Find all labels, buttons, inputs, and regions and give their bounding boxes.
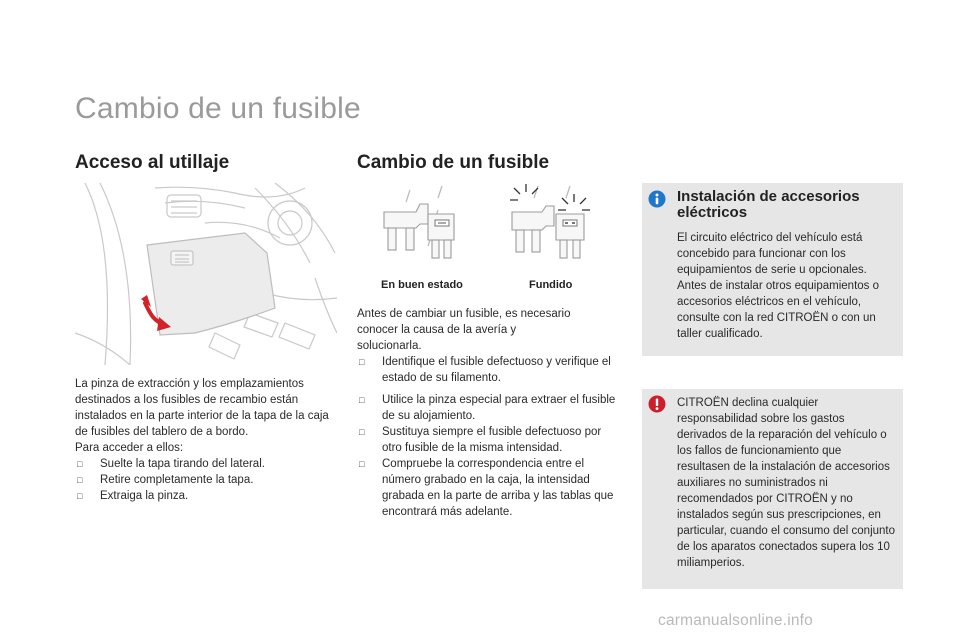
fuse-intro-line: conocer la causa de la avería y — [357, 324, 517, 336]
info-note-title: Instalación de accesorios eléctricos — [677, 188, 860, 221]
fuse-intro-line: Antes de cambiar un fusible, es necesario — [357, 308, 571, 320]
fuse-blown-illustration — [510, 184, 590, 264]
access-step: □ Suelte la tapa tirando del lateral. — [75, 456, 337, 472]
info-note-box — [642, 183, 903, 356]
access-steps — [75, 456, 337, 504]
warning-note-box — [642, 389, 903, 589]
fuse-blown-label: Fundido — [529, 279, 573, 291]
fuse-change-heading: Cambio de un fusible — [357, 152, 550, 173]
dashboard-illustration — [75, 183, 337, 365]
fuse-steps — [357, 392, 622, 520]
fuse-step: □ Compruebe la correspondencia entre el número grabado en la caja, la intensidad grabada en la parte de arriba y las tablas que encontrará más adelante. — [357, 456, 622, 520]
access-step: □ Extraiga la pinza. — [75, 488, 337, 504]
fuse-first-step-list — [357, 354, 622, 386]
fuse-change-instructions — [357, 306, 622, 520]
access-step: □ Retire completamente la tapa. — [75, 472, 337, 488]
info-note-text: El circuito eléctrico del vehículo está concebido para funcionar con los equipamientos de serie u opcionales. Antes de instalar otros equipamientos o accesorios eléctricos en el vehículo, consulte con la red CITROËN o con un taller cualificado. — [677, 232, 880, 340]
access-intro: La pinza de extracción y los emplazamientos destinados a los fusibles de recambio están instalados en la parte interior de la tapa de la caja de fusibles del tablero de a bordo. — [75, 378, 329, 438]
fuse-intro-line: solucionarla. — [357, 340, 422, 352]
fuse-good-label: En buen estado — [381, 279, 463, 291]
access-tools-heading: Acceso al utillaje — [75, 152, 230, 173]
fuse-good-illustration — [380, 184, 460, 264]
fuse-step: □ Utilice la pinza especial para extraer el fusible de su alojamiento. — [357, 392, 622, 424]
access-lead: Para acceder a ellos: — [75, 442, 184, 454]
info-icon — [648, 190, 666, 208]
warning-note-text: CITROËN declina cualquier responsabilidad sobre los gastos derivados de la reparación del vehículo o los fallos de funcionamiento que resultasen de la instalación de accesorios auxiliares no suministrados ni recomendados por CITROËN y no instalados según sus prescripciones, en particular, cuando el consumo del conjunto de los aparatos conectados supera los 10 miliamperios. — [677, 397, 896, 569]
page-title: Cambio de un fusible — [75, 92, 361, 125]
fuse-step: □ Identifique el fusible defectuoso y verifique el estado de su filamento. — [357, 354, 622, 386]
watermark: carmanualsonline.info — [658, 612, 813, 629]
warning-icon — [648, 395, 666, 413]
access-instructions — [75, 376, 337, 504]
fuse-step: □ Sustituya siempre el fusible defectuoso por otro fusible de la misma intensidad. — [357, 424, 622, 456]
